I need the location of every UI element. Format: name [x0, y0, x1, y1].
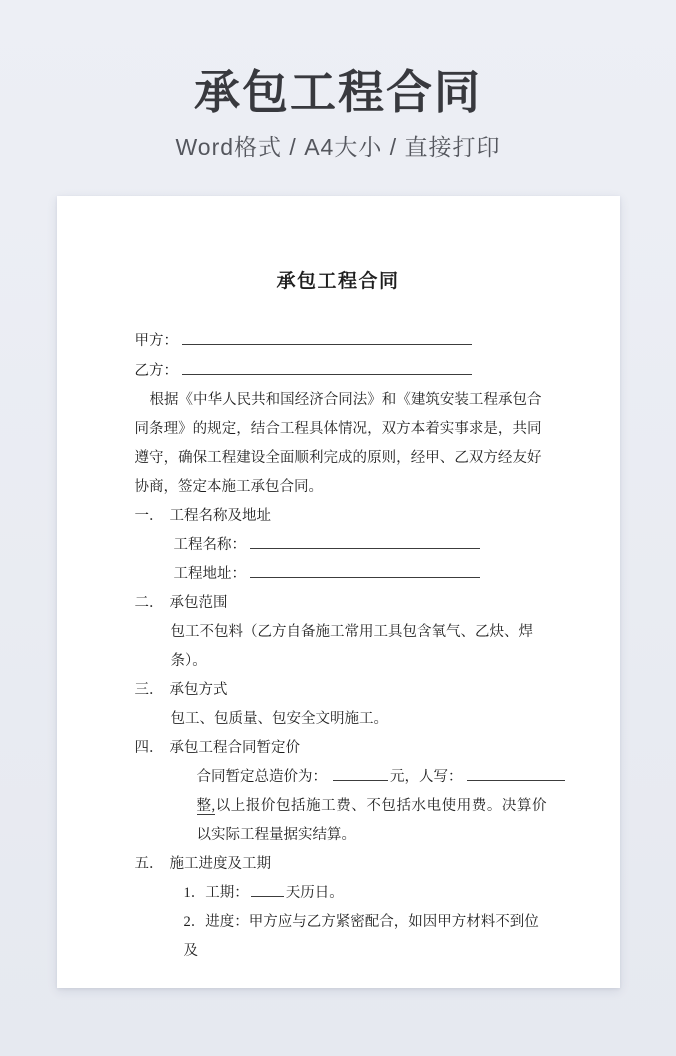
party-b-line [135, 356, 542, 386]
price-mid: 元，人写： [390, 769, 463, 786]
party-b-label: 乙方： [134, 363, 178, 380]
section-4-title: 承包工程合同暂定价 [169, 740, 300, 757]
section-2-number: 二． [134, 595, 164, 612]
section-3-body: 包工、包质量、包安全文明施工。 [170, 711, 388, 728]
project-name-line [174, 531, 542, 560]
parties-block [135, 326, 542, 386]
duration-prefix: 1．工期： [183, 885, 249, 902]
project-address-line [174, 560, 542, 589]
section-3-number: 三． [134, 682, 164, 699]
document-page [57, 196, 620, 988]
section-5-heading [135, 850, 542, 879]
section-2-heading [135, 589, 542, 618]
section-3-heading [135, 676, 542, 705]
section-1-title: 工程名称及地址 [169, 508, 271, 525]
section-5-title: 施工进度及工期 [169, 856, 271, 873]
section-1-heading [135, 502, 542, 531]
project-address-blank [250, 564, 480, 578]
party-b-blank [182, 361, 472, 375]
section-5-number: 五． [134, 856, 164, 873]
party-a-label: 甲方： [134, 333, 178, 350]
price-prefix: 合同暂定总造价为： [196, 769, 327, 786]
progress-line: 2．进度：甲方应与乙方紧密配合，如因甲方材料不到位及 [183, 914, 539, 960]
page-title: 承包工程合同 [194, 66, 482, 118]
party-a-blank [182, 331, 472, 345]
intro-paragraph: 根据《中华人民共和国经济合同法》和《建筑安装工程承包合同条理》的规定，结合工程具体情况，双方本着实事求是，共同遵守，确保工程建设全面顺利完成的原则，经甲、乙双方经友好协商，签定本施工承包合同。 [134, 392, 542, 496]
section-2-body: 包工不包料（乙方自备施工常用工具包含氧气、乙炔、焊条）。 [170, 624, 533, 670]
price-words-blank [467, 767, 565, 781]
contract-title: 承包工程合同 [276, 271, 400, 293]
page-header [0, 0, 676, 162]
section-4-number: 四． [134, 740, 164, 757]
section-2-title: 承包范围 [169, 595, 228, 612]
duration-suffix: 天历日。 [285, 885, 344, 902]
price-note-rest: 以上报价包括施工费、不包括水电使用费。决算价以实际工程量据实结算。 [196, 798, 547, 844]
project-name-label: 工程名称： [173, 537, 246, 554]
price-note [197, 792, 547, 850]
page-subtitle: Word格式 / A4大小 / 直接打印 [175, 134, 501, 161]
project-address-label: 工程地址： [173, 566, 246, 583]
party-a-line [135, 326, 542, 356]
price-line [197, 763, 542, 792]
price-note-underlined: 整, [196, 798, 216, 815]
section-1-number: 一． [134, 508, 164, 525]
project-name-blank [250, 535, 480, 549]
price-amount-blank [333, 767, 388, 781]
section-3-title: 承包方式 [169, 682, 228, 699]
section-4-heading [135, 734, 542, 763]
duration-line [184, 879, 542, 908]
duration-blank [251, 883, 284, 897]
